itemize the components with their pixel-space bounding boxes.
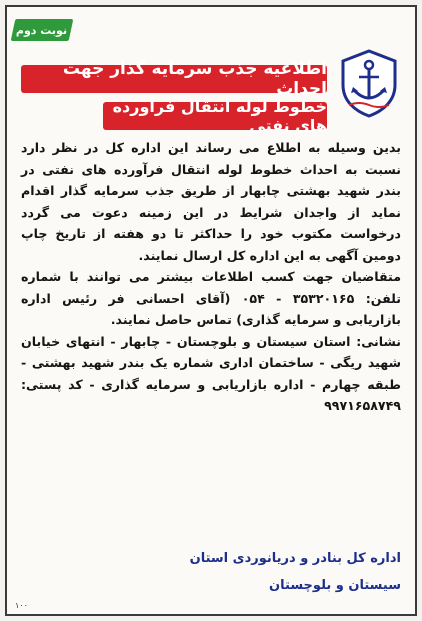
footer-code: ۱۰۰	[15, 601, 28, 610]
signature-line-2: سیستان و بلوچستان	[269, 578, 401, 593]
badge-second-publication	[11, 19, 74, 41]
badge-label: نوبت دوم	[16, 23, 68, 37]
announcement-body	[21, 137, 401, 417]
ports-maritime-logo-icon	[337, 47, 401, 119]
paragraph-contact: متقاضیان جهت کسب اطلاعات بیشتر می توانند با شماره تلفن: ۳۵۳۲۰۱۶۵ - ۰۵۴ (آقای احسانی فر رئیس اداره بازاریابی و سرمایه گذاری) تماس حاصل نمایند.	[21, 269, 402, 327]
advertisement-frame	[5, 5, 417, 616]
title-line-1: اطلاعیه جذب سرمایه گذار جهت احداث	[21, 65, 327, 93]
signature-line-1: اداره کل بنادر و دریانوردی استان	[189, 551, 401, 566]
title-line-2: خطوط لوله انتقال فرآورده های نفتی	[103, 102, 327, 130]
paragraph-address: نشانی: استان سیستان و بلوچستان - چابهار - انتهای خیابان شهید ریگی - ساختمان اداری شماره یک بندر شهید بهشتی - طبقه چهارم - اداره بازاریابی و سرمایه گذاری - کد پستی: ۹۹۷۱۶۵۸۷۴۹	[21, 333, 401, 413]
issuer-signature	[190, 545, 401, 599]
paragraph-intro: بدین وسیله به اطلاع می رساند این اداره کل در نظر دارد نسبت به احداث خطوط لوله انتقال فرآورده های نفتی در بندر شهید بهشتی چابهار از طریق جذب سرمایه گذار اقدام نماید از واجدان شرایط در این زمینه دعوت می گردد درخواست مکتوب خود را حداکثر تا دو هفته از تاریخ چاپ دومین آگهی به این اداره کل ارسال نمایند.	[21, 140, 401, 263]
